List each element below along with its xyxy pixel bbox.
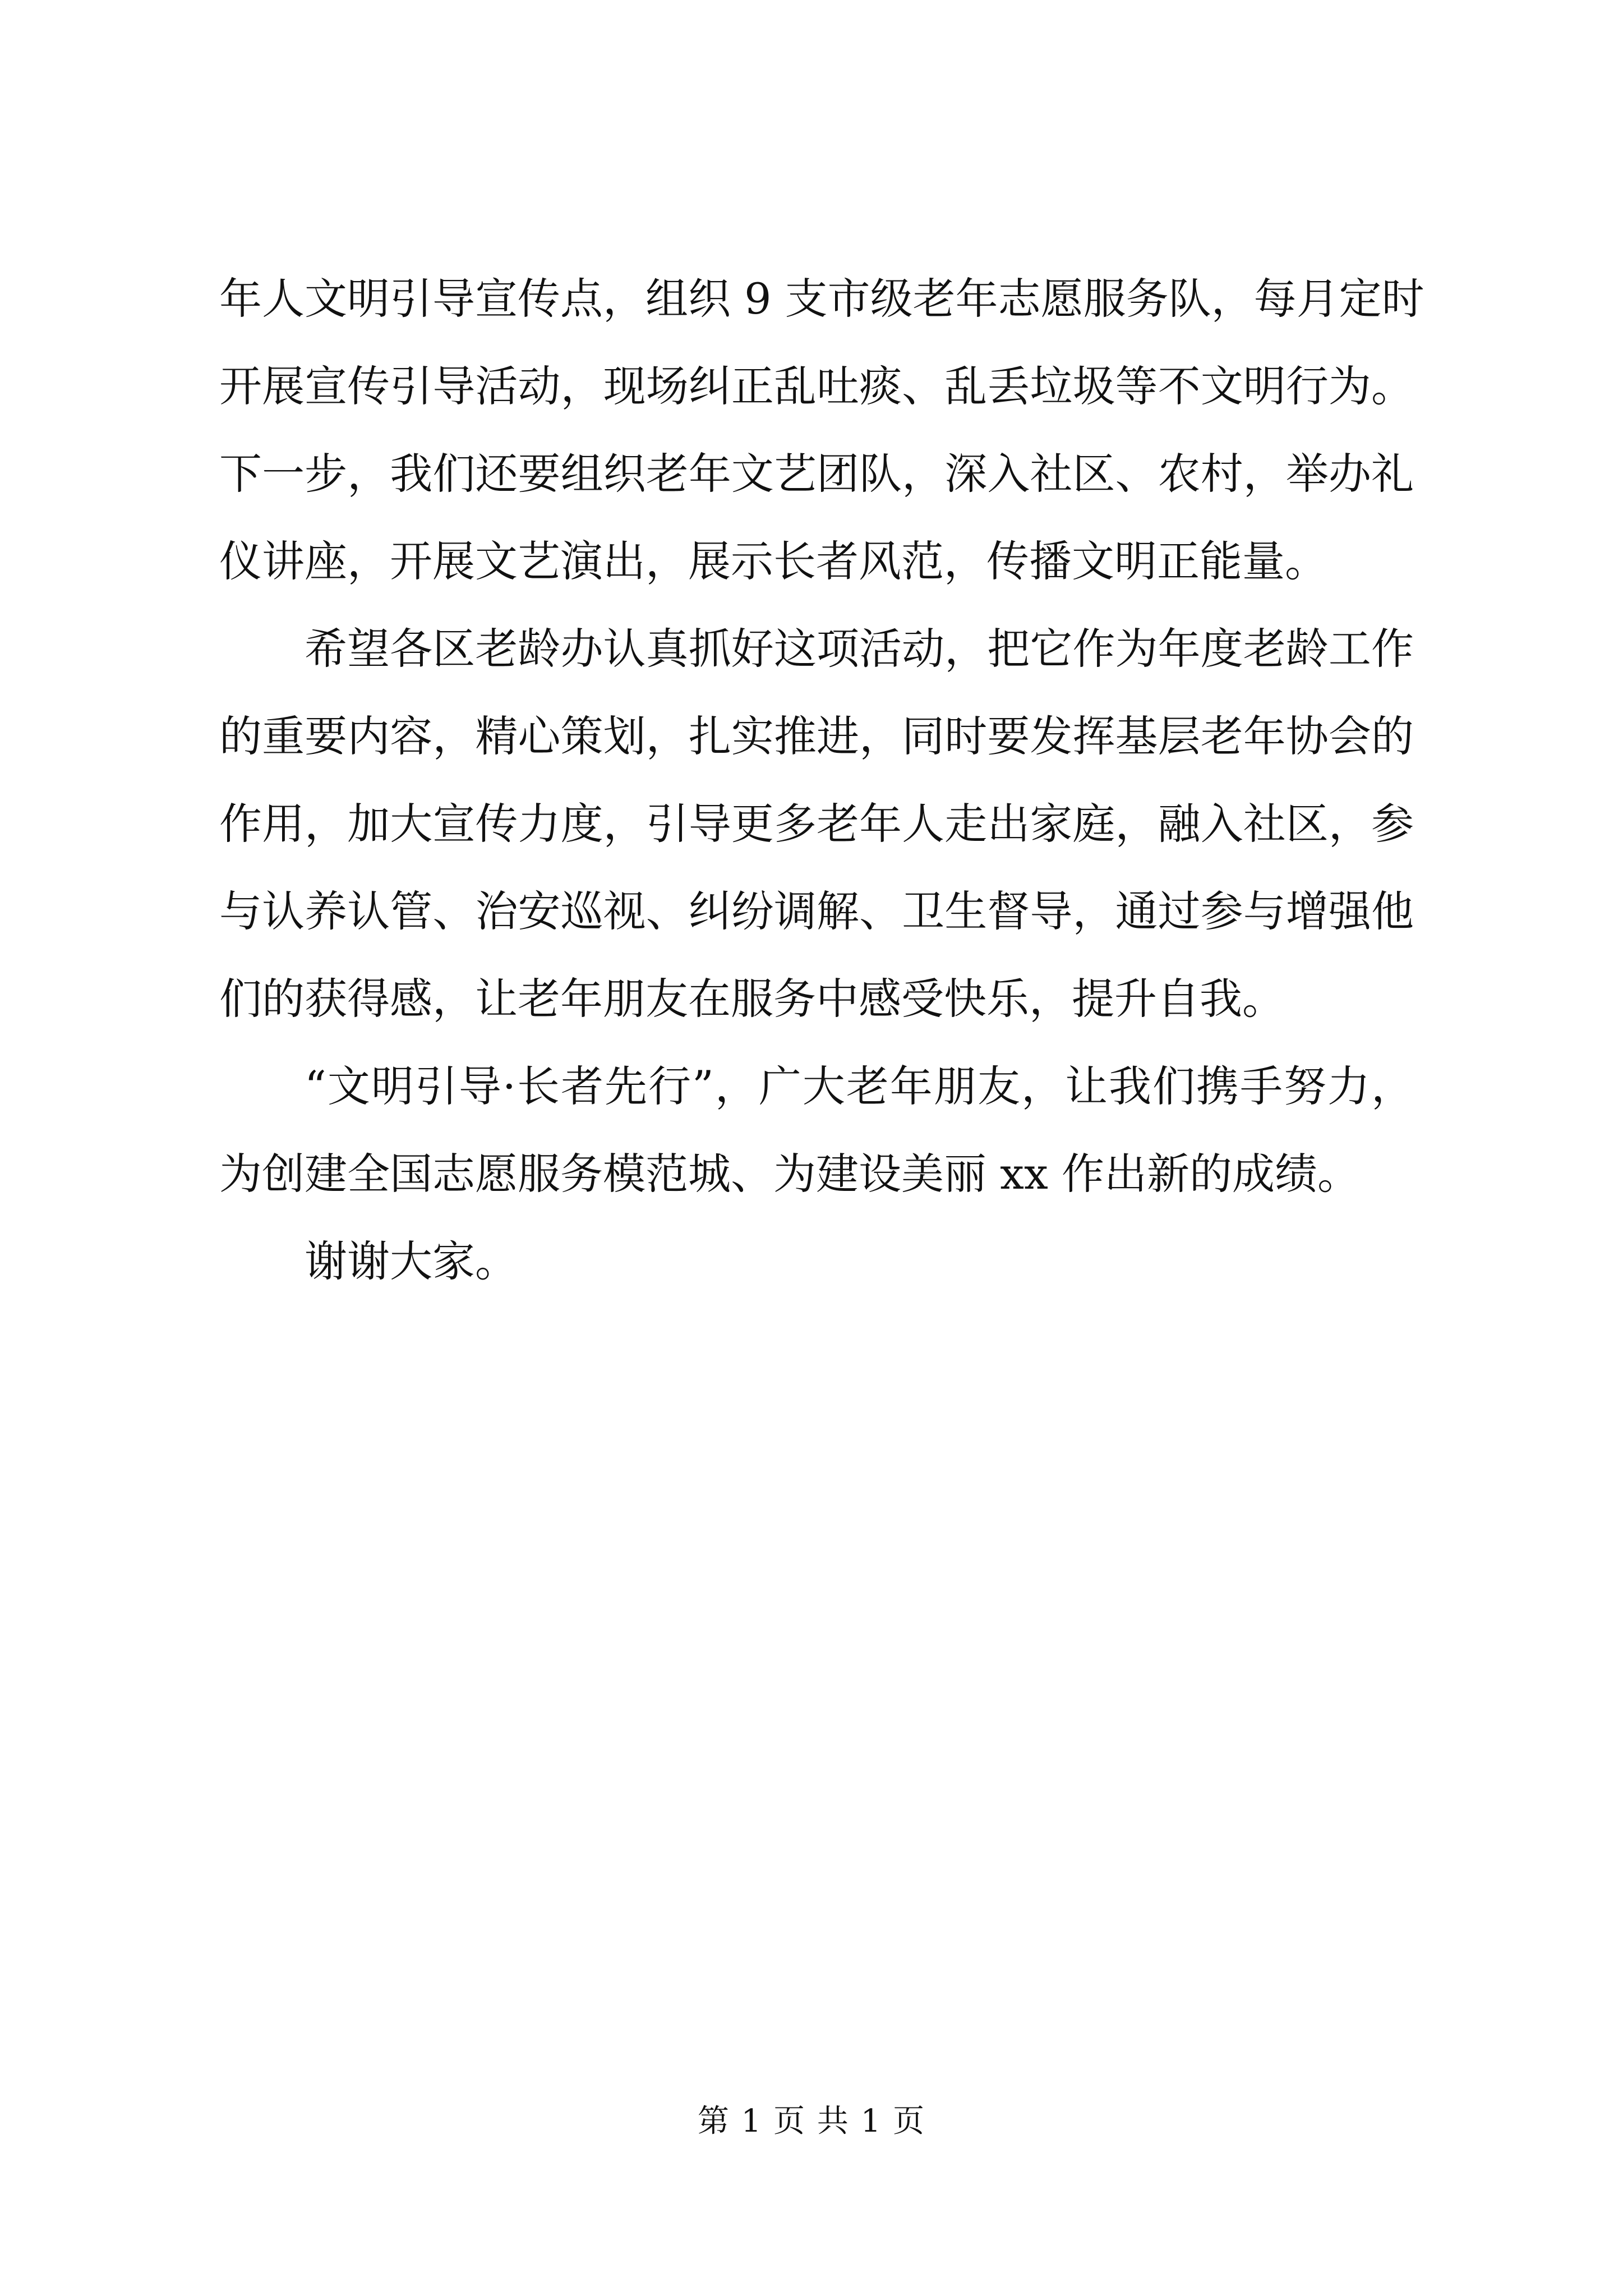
document-body — [219, 255, 1424, 1305]
page-number-footer: 第 1 页 共 1 页 — [697, 2103, 926, 2139]
text-line: 为创建全国志愿服务模范城、为建设美丽 xx 作出新的成绩。 — [219, 1149, 1361, 1199]
text-line: 与认养认管、治安巡视、纠纷调解、卫生督导，通过参与增强他 — [219, 886, 1414, 936]
text-line: 希望各区老龄办认真抓好这项活动，把它作为年度老龄工作 — [305, 624, 1414, 674]
text-line: “文明引导·长者先行”，广大老年朋友，让我们携手努力， — [305, 1061, 1414, 1111]
text-line: 的重要内容，精心策划，扎实推进，同时要发挥基层老年协会的 — [219, 711, 1414, 761]
text-line: 仪讲座，开展文艺演出，展示长者风范，传播文明正能量。 — [219, 536, 1327, 586]
text-line: 们的获得感，让老年朋友在服务中感受快乐，提升自我。 — [219, 974, 1285, 1024]
text-line: 下一步，我们还要组织老年文艺团队，深入社区、农村，举办礼 — [219, 449, 1414, 499]
text-line: 谢谢大家。 — [305, 1236, 518, 1286]
text-line: 开展宣传引导活动，现场纠正乱吐痰、乱丢垃圾等不文明行为。 — [219, 361, 1414, 411]
text-line: 作用，加大宣传力度，引导更多老年人走出家庭，融入社区，参 — [219, 799, 1414, 849]
text-line: 年人文明引导宣传点，组织 9 支市级老年志愿服务队，每月定时 — [219, 274, 1424, 324]
